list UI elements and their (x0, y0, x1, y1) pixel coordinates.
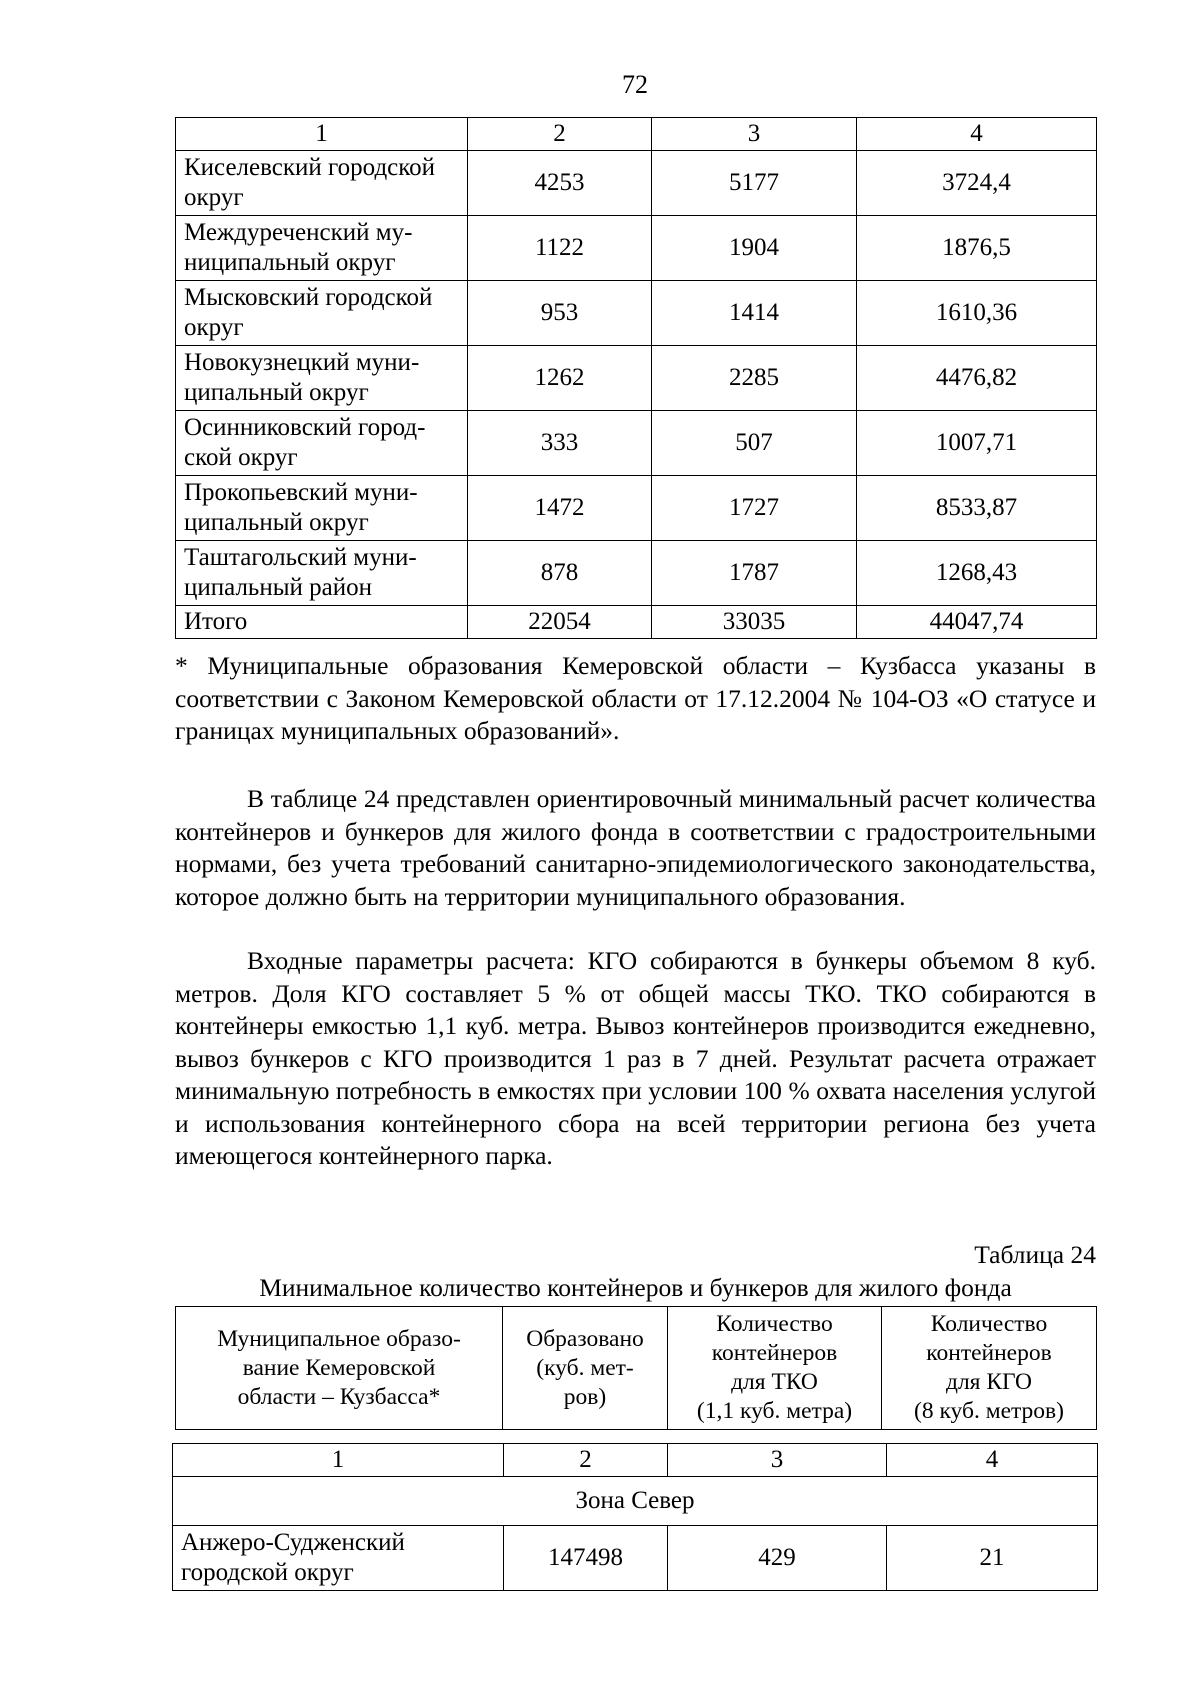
paragraph-text: В таблице 24 представлен ориентировочный минимальный расчет количества контейнеров и бункеров для жилого фонда в соответствии с градостроительными нормами, без учета требований санитарно-эпидемиологического законодательства, которое должно быть на территории муниципального образования. (175, 784, 1096, 911)
value-cell: 1904 (652, 216, 857, 281)
header-kgo-containers (882, 1307, 1097, 1430)
table-row (176, 151, 1097, 216)
municipality-name-line: Осинниковский город- (184, 414, 426, 441)
municipality-cell (176, 281, 468, 346)
municipality-name-line: ципальный район (184, 574, 372, 601)
value-cell: 147498 (504, 1526, 668, 1591)
municipality-cell (176, 541, 468, 606)
value-cell: 1876,5 (857, 216, 1097, 281)
municipality-cell (176, 476, 468, 541)
value-cell: 429 (668, 1526, 887, 1591)
table-row (176, 411, 1097, 476)
value-cell: 4476,82 (857, 346, 1097, 411)
value-cell: 953 (468, 281, 652, 346)
value-cell: 1727 (652, 476, 857, 541)
municipality-name-line: Прокопьевский муни- (184, 479, 418, 506)
value-cell: 1122 (468, 216, 652, 281)
municipality-name-line: Междуреченский му- (184, 219, 413, 246)
municipality-cell (176, 411, 468, 476)
table24-body (172, 1443, 1098, 1591)
header-line: (куб. мет- (536, 1354, 634, 1381)
table-row (176, 281, 1097, 346)
value-cell: 8533,87 (857, 476, 1097, 541)
table-header-row (176, 118, 1097, 151)
column-number: 2 (468, 118, 652, 151)
column-number: 1 (173, 1444, 504, 1477)
municipality-name-line: Таштагольский муни- (184, 544, 417, 571)
column-numbers-row (173, 1444, 1098, 1477)
header-line: (1,1 куб. метра) (696, 1398, 853, 1424)
municipality-name-line: Новокузнецкий муни- (184, 349, 420, 376)
header-line: для КГО (945, 1369, 1032, 1395)
municipality-name-line: ципальный округ (184, 379, 369, 406)
value-cell: 5177 (652, 151, 857, 216)
header-line: ров) (563, 1383, 607, 1410)
column-number: 1 (176, 118, 468, 151)
body-paragraph (175, 783, 1096, 913)
value-cell: 4253 (468, 151, 652, 216)
table-row (173, 1526, 1098, 1591)
value-cell: 878 (468, 541, 652, 606)
column-number: 2 (504, 1444, 668, 1477)
header-municipality (176, 1307, 503, 1430)
header-line: Образовано (526, 1325, 644, 1352)
value-cell: 1610,36 (857, 281, 1097, 346)
table-row (176, 541, 1097, 606)
table-header-row (176, 1307, 1097, 1430)
column-number: 4 (857, 118, 1097, 151)
header-line: контейнеров (926, 1340, 1052, 1366)
header-line: для ТКО (731, 1369, 818, 1395)
value-cell: 1268,43 (857, 541, 1097, 606)
total-row (176, 606, 1097, 639)
zone-label: Зона Север (173, 1477, 1098, 1526)
municipality-cell (176, 346, 468, 411)
header-line: вание Кемеровской (242, 1354, 436, 1381)
value-cell: 1414 (652, 281, 857, 346)
municipality-name-line: ниципальный округ (184, 249, 396, 276)
table-title: Минимальное количество контейнеров и бункеров для жилого фонда (259, 1273, 1012, 1302)
column-number: 3 (668, 1444, 887, 1477)
header-line: области – Кузбасса* (237, 1383, 441, 1410)
value-cell: 1787 (652, 541, 857, 606)
header-line: Количество (930, 1311, 1048, 1337)
municipality-cell (173, 1526, 504, 1591)
table24-header (175, 1306, 1097, 1430)
header-tko-containers (668, 1307, 882, 1430)
header-line: контейнеров (711, 1340, 838, 1366)
paragraph-text: Входные параметры расчета: КГО собираются в бункеры объемом 8 куб. метров. Доля КГО составляет 5 % от общей массы ТКО. ТКО собираются в контейнеры емкостью 1,1 куб. метра. Вывоз контейнеров производится ежедневно, вывоз бункеров с КГО производится 1 раз в 7 дней. Результат расчета отражает минимальную потребность в емкостях при условии 100 % охвата населения услугой и использования контейнерного сбора на всей территории региона без учета имеющегося контейнерного парка. (175, 946, 1096, 1170)
header-generated (503, 1307, 668, 1430)
municipality-name-line: ской округ (184, 444, 298, 471)
header-line: Муниципальное образо- (217, 1325, 461, 1352)
table-row (176, 346, 1097, 411)
value-cell: 21 (887, 1526, 1098, 1591)
value-cell: 507 (652, 411, 857, 476)
total-label: Итого (176, 606, 468, 639)
continued-table (175, 117, 1097, 639)
municipality-name-line: Мысковский городской (184, 284, 433, 311)
table-row (176, 476, 1097, 541)
municipality-name-line: городской округ (181, 1559, 354, 1586)
footnote-text: * Муниципальные образования Кемеровской области – Кузбасса указаны в соответствии с Законом Кемеровской области от 17.12.2004 № 104-ОЗ «О статусе и границах муниципальных образований». (175, 651, 1096, 745)
value-cell: 3724,4 (857, 151, 1097, 216)
header-line: Количество (716, 1311, 833, 1337)
municipality-cell (176, 151, 468, 216)
municipality-name-line: Анжеро-Судженский (181, 1529, 405, 1556)
value-cell: 333 (468, 411, 652, 476)
municipality-cell (176, 216, 468, 281)
header-line: (8 куб. метров) (914, 1398, 1064, 1424)
value-cell: 1262 (468, 346, 652, 411)
municipality-name-line: округ (184, 184, 244, 211)
table-row (176, 216, 1097, 281)
table-number-label: Таблица 24 (974, 1240, 1096, 1269)
page-number: 72 (622, 70, 648, 99)
value-cell: 1472 (468, 476, 652, 541)
total-value: 44047,74 (857, 606, 1097, 639)
column-number: 3 (652, 118, 857, 151)
municipality-name-line: Киселевский городской (184, 154, 436, 181)
municipality-name-line: ципальный округ (184, 509, 369, 536)
value-cell: 2285 (652, 346, 857, 411)
footnote (175, 650, 1096, 748)
municipality-name-line: округ (184, 314, 244, 341)
zone-row (173, 1477, 1098, 1526)
body-paragraph (175, 945, 1096, 1173)
total-value: 33035 (652, 606, 857, 639)
value-cell: 1007,71 (857, 411, 1097, 476)
total-value: 22054 (468, 606, 652, 639)
column-number: 4 (887, 1444, 1098, 1477)
